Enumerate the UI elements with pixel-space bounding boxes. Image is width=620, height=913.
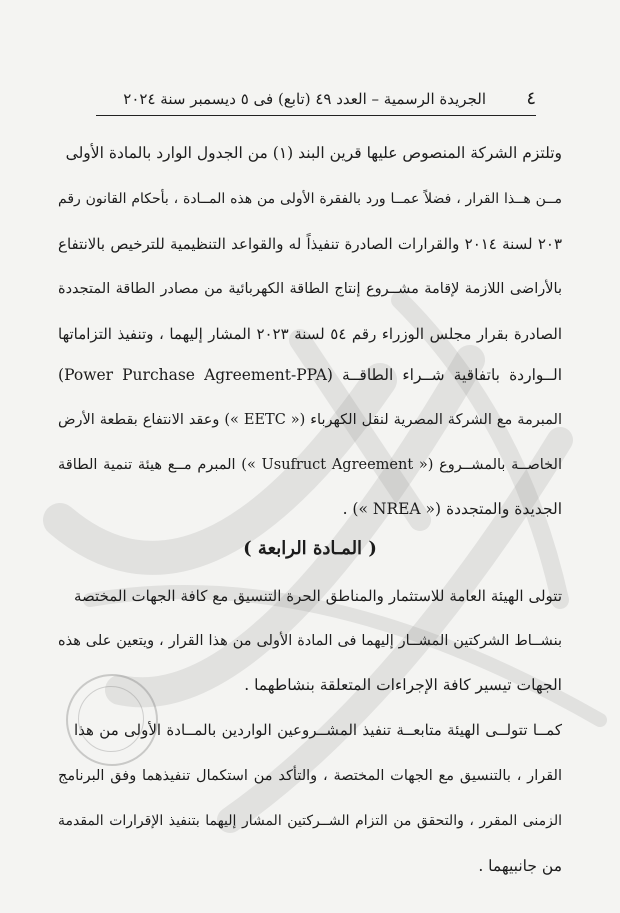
gazette-header-title: الجريدة الرسمية – العدد ٤٩ (تابع) فى ٥ ديسمبر سنة ٢٠٢٤ [123,90,486,108]
body-line: مــن هــذا القرار ، فضلاً عمــا ورد بالفقرة الأولى من هذه المــادة ، بأحكام القانون رقم [58,191,562,207]
article-heading: ( المـادة الرابعة ) [243,538,377,559]
body-line: المبرمة مع الشركة المصرية لنقل الكهرباء (« EETC ») وعقد الانتفاع بقطعة الأرض [58,412,562,428]
body-line: الخاصــة بالمشــروع (« Usufruct Agreement ») المبرم مــع هيئة تنمية الطاقة [58,457,562,473]
page-number: ٤ [526,88,536,109]
article-line: كمــا تتولــى الهيئة متابعــة تنفيذ المشــروعين الواردين بالمــادة الأولى من هذا [74,721,562,739]
body-line: الصادرة بقرار مجلس الوزراء رقم ٥٤ لسنة ٢٠٢٣ المشار إليهما ، وتنفيذ التزاماتها [58,325,562,343]
article-line: الزمنى المقرر ، والتحقق من التزام الشــركتين المشار إليهما بتنفيذ الإقرارات المقدمة [58,813,562,829]
header-divider [96,115,536,116]
page-header [96,84,536,114]
body-line: الجديدة والمتجددة (« NREA ») . [342,500,562,518]
body-line: بالأراضى اللازمة لإقامة مشــروع إنتاج الطاقة الكهربائية من مصادر الطاقة المتجددة [58,281,562,297]
article-line: من جانبيهما . [478,857,562,875]
article-line: القرار ، بالتنسيق مع الجهات المختصة ، والتأكد من استكمال تنفيذهما وفق البرنامج [58,768,562,784]
body-line: وتلتزم الشركة المنصوص عليها قرين البند (١) من الجدول الوارد بالمادة الأولى [65,144,562,162]
article-line: تتولى الهيئة العامة للاستثمار والمناطق الحرة التنسيق مع كافة الجهات المختصة [74,587,562,605]
article-line: بنشــاط الشركتين المشــار إليهما فى المادة الأولى من هذا القرار ، ويتعين على هذه [58,633,562,649]
article-line: الجهات تيسير كافة الإجراءات المتعلقة بنشاطهما . [244,676,562,694]
body-line: الــواردة باتفاقية شــراء الطاقــة (Power Purchase Agreement-PPA) [58,366,562,384]
body-line: ٢٠٣ لسنة ٢٠١٤ والقرارات الصادرة تنفيذاً له والقواعد التنظيمية للترخيص بالانتفاع [58,235,562,253]
